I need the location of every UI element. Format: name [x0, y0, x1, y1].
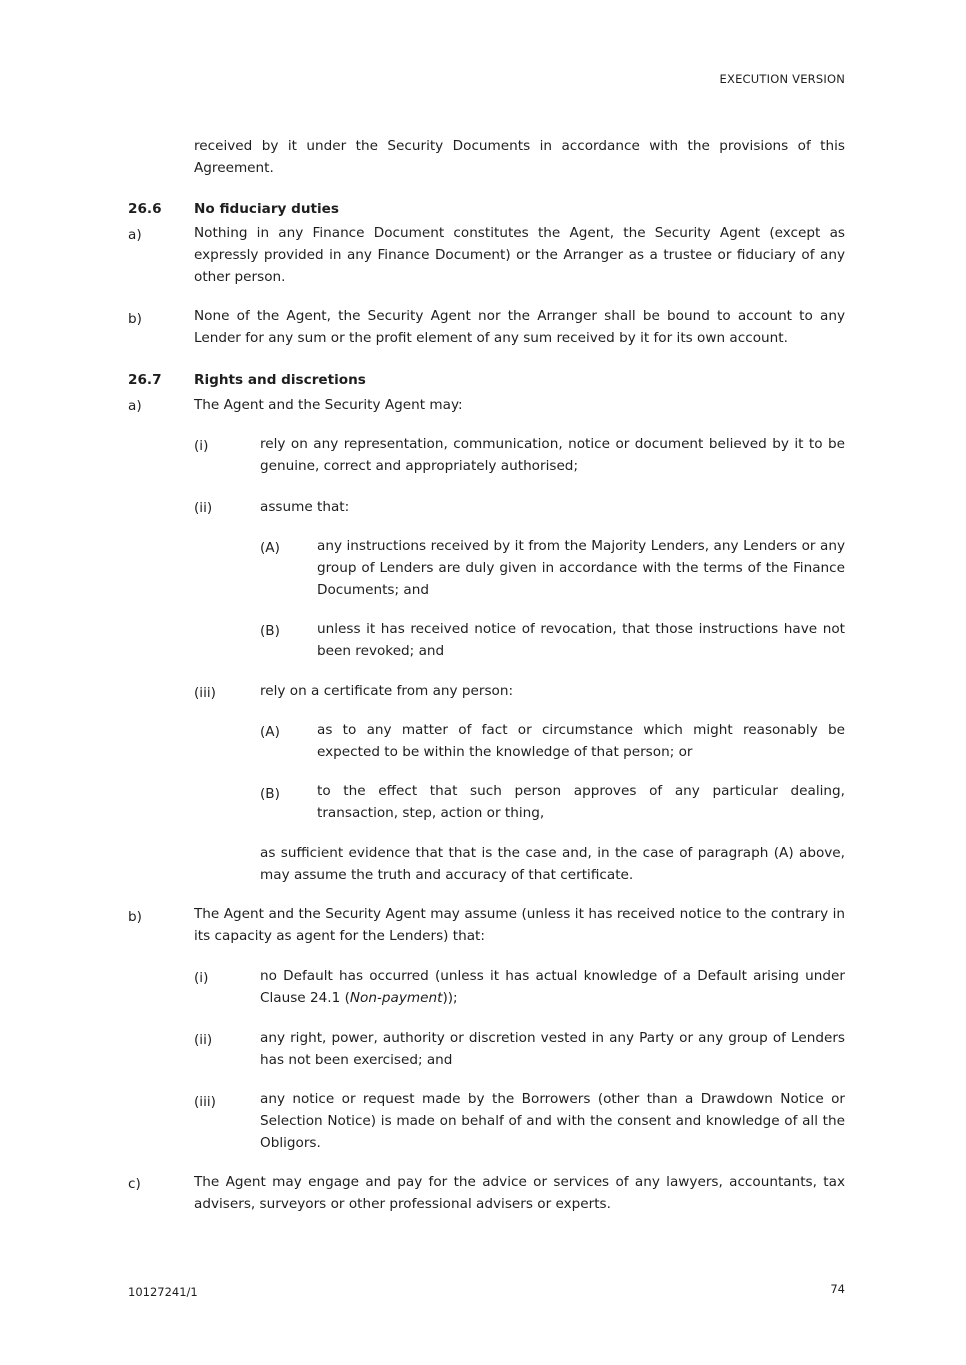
- subclause-text: any right, power, authority or discretion vested in any Party or any group of Lenders has not been exercised; and: [260, 1030, 845, 1068]
- clause-reference-title: Non-payment: [349, 990, 443, 1006]
- paragraph-text: to the effect that such person approves of any particular dealing, transaction, step, action or thing,: [317, 783, 845, 821]
- paragraph-label: (B): [260, 786, 280, 802]
- subclause-label: (iii): [194, 685, 216, 701]
- trailing-paragraph: as sufficient evidence that that is the case and, in the case of paragraph (A) above, may assume the truth and accuracy of that certificate.: [260, 845, 845, 883]
- subclause-text: [260, 965, 845, 1009]
- clause-label: c): [128, 1176, 141, 1192]
- subclause-text-part: no Default has occurred (unless it has actual knowledge of a Default arising under Clause 24.1 (: [260, 968, 845, 1006]
- subclause-text: rely on a certificate from any person:: [260, 683, 514, 699]
- clause-text: The Agent and the Security Agent may assume (unless it has received notice to the contrary in its capacity as agent for the Lenders) that:: [194, 906, 845, 944]
- section-title: Rights and discretions: [194, 372, 366, 388]
- section-number: 26.7: [128, 372, 162, 388]
- subclause-label: (ii): [194, 1032, 213, 1048]
- clause-text: None of the Agent, the Security Agent nor the Arranger shall be bound to account to any Lender for any sum or the profit element of any sum received by it for its own account.: [194, 308, 845, 346]
- page-number: 74: [830, 1282, 845, 1296]
- clause-label: a): [128, 227, 142, 243]
- document-reference: 10127241/1: [128, 1285, 198, 1299]
- subclause-text-part: ));: [442, 990, 458, 1006]
- subclause-text: assume that:: [260, 499, 350, 515]
- subclause-label: (ii): [194, 500, 213, 516]
- subclause-label: (iii): [194, 1094, 216, 1110]
- paragraph-label: (A): [260, 724, 280, 740]
- clause-text: The Agent may engage and pay for the advice or services of any lawyers, accountants, tax advisers, surveyors or other professional advisers or experts.: [194, 1174, 845, 1212]
- subclause-label: (i): [194, 438, 209, 454]
- continuation-paragraph: received by it under the Security Documents in accordance with the provisions of this Agreement.: [194, 138, 845, 176]
- paragraph-label: (A): [260, 540, 280, 556]
- subclause-text: any notice or request made by the Borrowers (other than a Drawdown Notice or Selection Notice) is made on behalf of and with the consent and knowledge of all the Obligors.: [260, 1091, 845, 1151]
- clause-label: b): [128, 311, 142, 327]
- clause-text: Nothing in any Finance Document constitutes the Agent, the Security Agent (except as expressly provided in any Finance Document) or the Arranger as a trustee or fiduciary of any other person.: [194, 225, 845, 285]
- clause-label: a): [128, 398, 142, 414]
- paragraph-label: (B): [260, 623, 280, 639]
- section-title: No fiduciary duties: [194, 201, 339, 217]
- clause-text: The Agent and the Security Agent may:: [194, 397, 463, 413]
- paragraph-text: any instructions received by it from the Majority Lenders, any Lenders or any group of Lenders are duly given in accordance with the terms of the Finance Documents; and: [317, 538, 845, 598]
- paragraph-text: unless it has received notice of revocation, that those instructions have not been revoked; and: [317, 621, 845, 659]
- clause-label: b): [128, 909, 142, 925]
- subclause-label: (i): [194, 970, 209, 986]
- version-header: EXECUTION VERSION: [719, 72, 845, 86]
- paragraph-text: as to any matter of fact or circumstance which might reasonably be expected to be within the knowledge of that person; or: [317, 722, 845, 760]
- subclause-text: rely on any representation, communication, notice or document believed by it to be genuine, correct and appropriately authorised;: [260, 436, 845, 474]
- section-number: 26.6: [128, 201, 162, 217]
